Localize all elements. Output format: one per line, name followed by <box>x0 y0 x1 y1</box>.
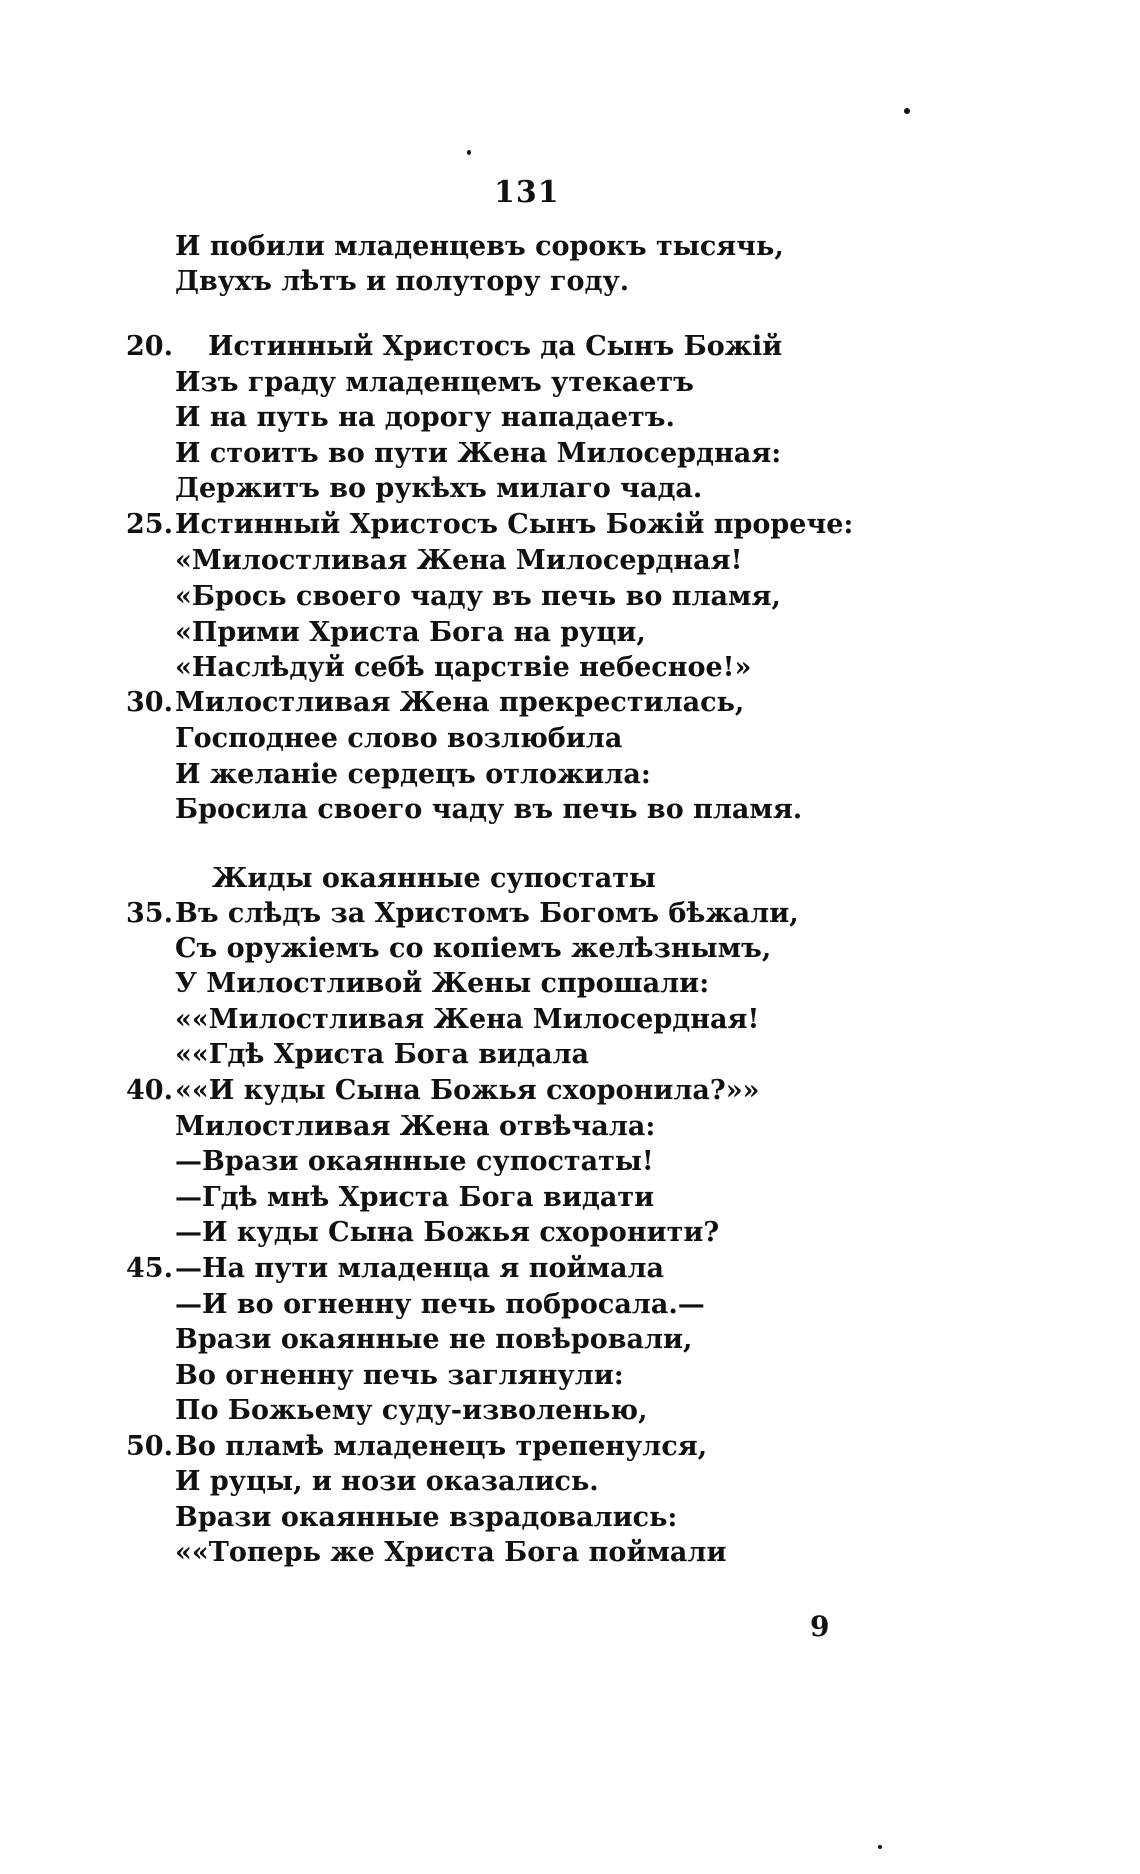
poem-line: Врази окаянные не повѣровали, <box>175 1324 693 1355</box>
line-number: 20. <box>126 331 173 362</box>
poem-line: По Божьему суду-изволенью, <box>175 1395 648 1426</box>
poem-line: —И во огненну печь побросала.— <box>175 1289 705 1320</box>
poem-line: «Наслѣдуй себѣ царствіе небесное!» <box>175 652 752 683</box>
poem-line: «Прими Христа Бога на руци, <box>175 617 646 648</box>
line-number: 40. <box>126 1075 173 1106</box>
line-number: 50. <box>126 1431 173 1462</box>
poem-line: Врази окаянные взрадовались: <box>175 1502 678 1533</box>
poem-line: ««Гдѣ Христа Бога видала <box>175 1039 590 1070</box>
poem-line: Господнее слово возлюбила <box>175 723 623 754</box>
poem-line: Держитъ во рукѣхъ милаго чада. <box>175 473 703 504</box>
page-number: 131 <box>494 175 560 210</box>
poem-line: —На пути младенца я поймала <box>175 1253 664 1284</box>
poem-line: Бросила своего чаду въ печь во пламя. <box>175 794 803 825</box>
poem-line: —И куды Сына Божья схоронити? <box>175 1217 720 1248</box>
line-number: 25. <box>126 509 173 540</box>
poem-line: Изъ граду младенцемъ утекаетъ <box>175 367 694 398</box>
poem-line: Жиды окаянные супостаты <box>212 863 656 894</box>
poem-line: Истинный Христосъ Сынъ Божій прорече: <box>175 509 854 540</box>
poem-line: И побили младенцевъ сорокъ тысячь, <box>175 231 784 262</box>
poem-line: Съ оружіемъ со копіемъ желѣзнымъ, <box>175 933 772 964</box>
line-number: 35. <box>126 898 173 929</box>
poem-line: ««И куды Сына Божья схоронила?»» <box>175 1075 760 1106</box>
poem-line: Милостливая Жена отвѣчала: <box>175 1111 656 1142</box>
poem-line: Милостливая Жена прекрестилась, <box>175 687 745 718</box>
poem-line: И на путь на дорогу нападаетъ. <box>175 402 675 433</box>
line-number: 45. <box>126 1253 173 1284</box>
poem-line: И желаніе сердецъ отложила: <box>175 759 651 790</box>
signature-mark: 9 <box>810 1610 830 1643</box>
poem-line: Истинный Христосъ да Сынъ Божій <box>208 331 783 362</box>
poem-line: Двухъ лѣтъ и полутору году. <box>175 266 630 297</box>
poem-line: ««Топерь же Христа Бога поймали <box>175 1537 727 1568</box>
poem-line: ««Милостливая Жена Милосердная! <box>175 1004 760 1035</box>
poem-line: И стоитъ во пути Жена Милосердная: <box>175 438 782 469</box>
poem-line: Во пламѣ младенецъ трепенулся, <box>175 1431 708 1462</box>
poem-line: —Гдѣ мнѣ Христа Бога видати <box>175 1182 655 1213</box>
line-number: 30. <box>126 687 173 718</box>
poem-line: Во огненну печь заглянули: <box>175 1360 624 1391</box>
poem-line: «Брось своего чаду въ печь во пламя, <box>175 581 781 612</box>
poem-line: У Милостливой Жены спрошали: <box>175 968 710 999</box>
poem-line: «Милостливая Жена Милосердная! <box>175 545 743 576</box>
poem-line: —Врази окаянные супостаты! <box>175 1146 654 1177</box>
poem-line: Въ слѣдъ за Христомъ Богомъ бѣжали, <box>175 898 799 929</box>
poem-line: И руцы, и нози оказались. <box>175 1466 599 1497</box>
